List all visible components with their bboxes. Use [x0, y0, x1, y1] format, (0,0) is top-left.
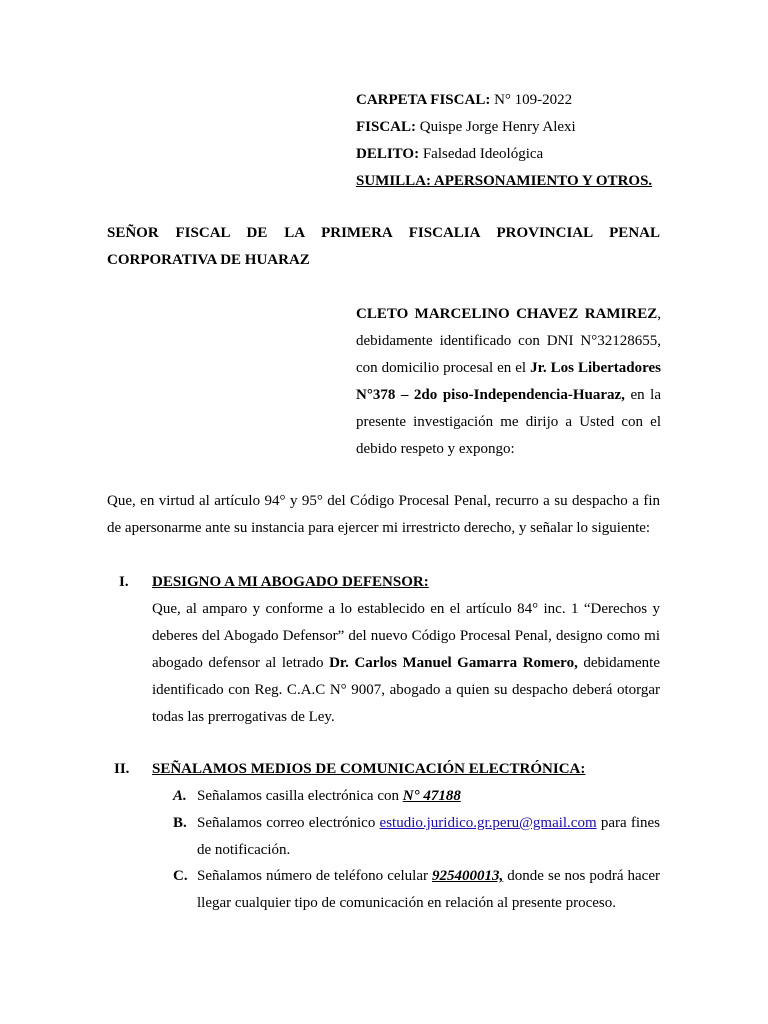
- list-item-text: [197, 810, 660, 864]
- petitioner-address: Jr. Los Libertadores N°378 – 2do piso-Independencia-Huaraz,: [356, 360, 661, 403]
- carpeta-fiscal-label: CARPETA FISCAL:: [356, 92, 491, 108]
- phone-number: 925400013,: [432, 868, 504, 884]
- casilla-number: N° 47188: [402, 788, 461, 804]
- intro-paragraph: Que, en virtud al artículo 94° y 95° del Código Procesal Penal, recurro a su despacho a fin de apersonarme ante su instancia para ejercer mi irrestricto derecho, y señalar lo siguiente:: [107, 493, 660, 536]
- section-1-title: DESIGNO A MI ABOGADO DEFENSOR:: [152, 574, 429, 590]
- lawyer-name: Dr. Carlos Manuel Gamarra Romero,: [329, 655, 578, 671]
- petitioner-closing: en la presente investigación me dirijo a Usted con el debido respeto y expongo:: [356, 387, 661, 457]
- petitioner-id-text: , debidamente identificado con DNI N°32128655, con domicilio procesal en el: [356, 306, 661, 376]
- fiscal-line: [356, 114, 676, 141]
- list-item-letter: B.: [173, 815, 187, 831]
- list-item-a: [152, 783, 660, 810]
- section-1-text-before: Que, al amparo y conforme a lo establecido en el artículo 84° inc. 1 “Derechos y deberes del Abogado Defensor” del nuevo Código Procesal Penal, designo como mi abogado defensor al letrado: [152, 601, 660, 671]
- list-item-letter: A.: [173, 788, 187, 804]
- addressee-line-2: CORPORATIVA DE HUARAZ: [107, 252, 310, 268]
- addressee: [107, 220, 660, 274]
- section-2-number: II.: [114, 761, 130, 777]
- sumilla: SUMILLA: APERSONAMIENTO Y OTROS.: [356, 173, 653, 189]
- fiscal-value: Quispe Jorge Henry Alexi: [416, 119, 576, 135]
- carpeta-fiscal-value: N° 109-2022: [490, 92, 573, 108]
- delito-label: DELITO:: [356, 146, 420, 162]
- delito-line: [356, 141, 676, 168]
- phone-text: Señalamos número de teléfono celular: [197, 868, 433, 884]
- casilla-text: Señalamos casilla electrónica con: [197, 788, 403, 804]
- case-header: [356, 87, 676, 195]
- petitioner-paragraph: [356, 301, 661, 463]
- email-text-after: para fines de notificación.: [197, 815, 661, 858]
- list-item-c: [152, 863, 660, 917]
- list-item-b: [152, 810, 660, 864]
- fiscal-label: FISCAL:: [356, 119, 417, 135]
- section-1-body: [152, 596, 660, 731]
- sumilla-line: [356, 168, 676, 195]
- list-item-letter: C.: [173, 868, 188, 884]
- list-item-text: [197, 863, 660, 917]
- phone-text-after: donde se nos podrá hacer llegar cualquier tipo de comunicación en relación al presente proceso.: [197, 868, 660, 911]
- carpeta-fiscal-line: [356, 87, 676, 114]
- list-item-text: [197, 783, 660, 810]
- email-text: Señalamos correo electrónico: [197, 815, 380, 831]
- delito-value: Falsedad Ideológica: [419, 146, 544, 162]
- email-link[interactable]: estudio.juridico.gr.peru@gmail.com: [379, 815, 597, 831]
- petitioner-name: CLETO MARCELINO CHAVEZ RAMIREZ: [356, 306, 658, 322]
- section-1-text-after: debidamente identificado con Reg. C.A.C N° 9007, abogado a quien su despacho deberá otorgar todas las prerrogativas de Ley.: [152, 655, 660, 725]
- addressee-line-1: SEÑOR FISCAL DE LA PRIMERA FISCALIA PROVINCIAL PENAL: [107, 225, 660, 241]
- section-2-title: SEÑALAMOS MEDIOS DE COMUNICACIÓN ELECTRÓNICA:: [152, 761, 586, 777]
- section-1-number: I.: [119, 574, 129, 590]
